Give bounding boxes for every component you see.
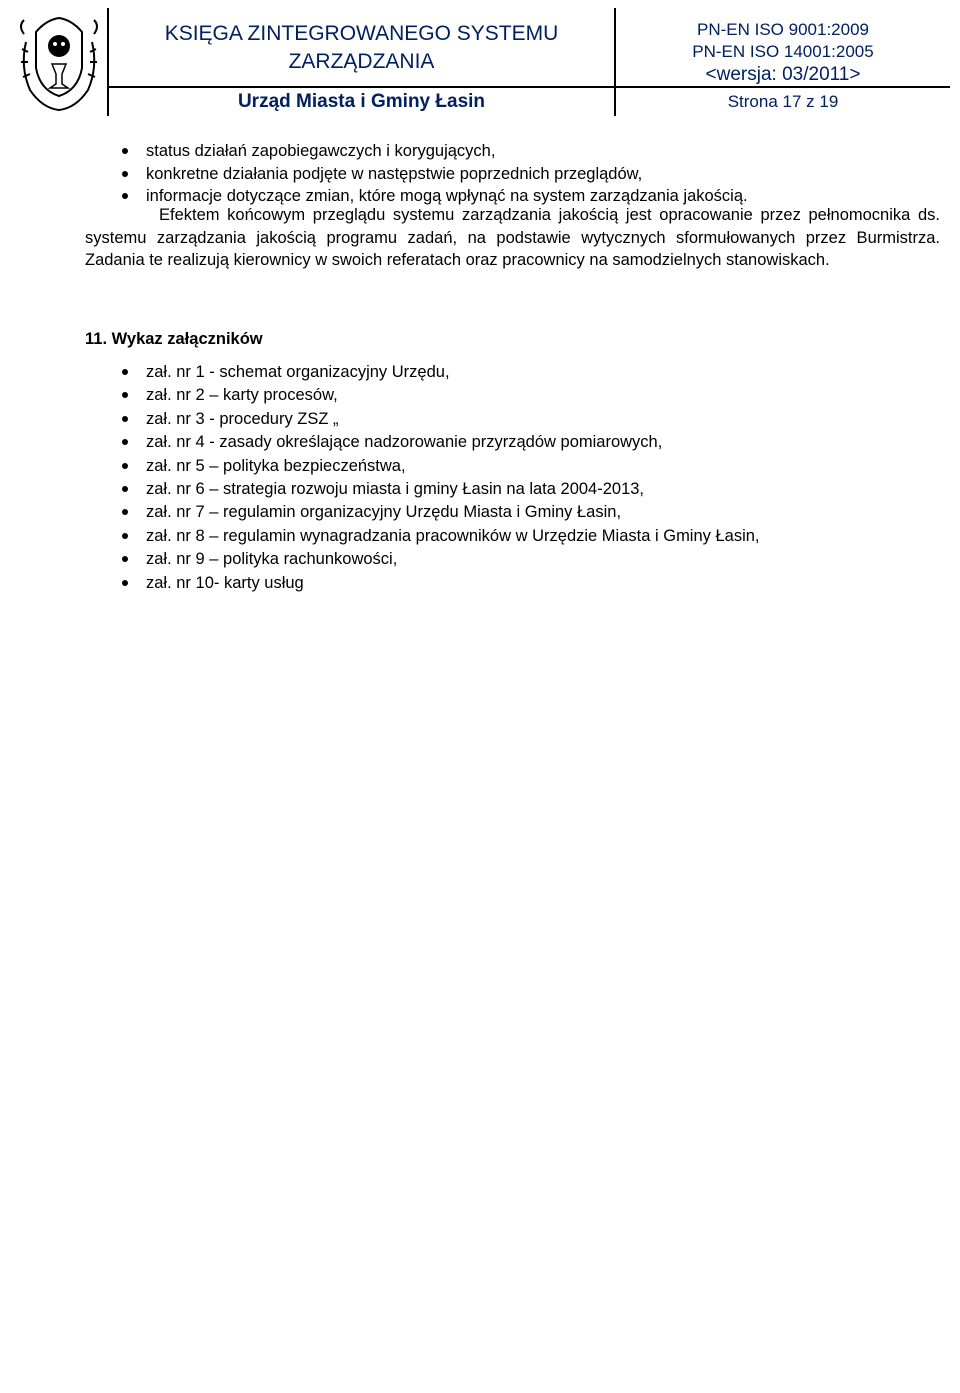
- title-line-1: KSIĘGA ZINTEGROWANEGO SYSTEMU: [164, 22, 559, 45]
- standard-iso-14001: PN-EN ISO 14001:2005: [692, 42, 874, 61]
- attachment-item: zał. nr 4 - zasady określające nadzorowanie przyrządów pomiarowych,: [120, 431, 760, 454]
- manual-title: [109, 8, 616, 88]
- list-item: konkretne działania podjęte w następstwie poprzednich przeglądów,: [120, 163, 748, 186]
- attachment-item: zał. nr 7 – regulamin organizacyjny Urzędu Miasta i Gminy Łasin,: [120, 501, 760, 524]
- list-item: status działań zapobiegawczych i korygujących,: [120, 140, 748, 163]
- attachment-item: zał. nr 5 – polityka bezpieczeństwa,: [120, 455, 760, 478]
- office-name: Urząd Miasta i Gminy Łasin: [109, 88, 616, 116]
- attachment-item: zał. nr 1 - schemat organizacyjny Urzędu,: [120, 361, 760, 384]
- attachment-item: zał. nr 6 – strategia rozwoju miasta i gminy Łasin na lata 2004-2013,: [120, 478, 760, 501]
- title-line-2: ZARZĄDZANIA: [288, 50, 435, 73]
- attachment-item: zał. nr 9 – polityka rachunkowości,: [120, 548, 760, 571]
- attachment-item: zał. nr 8 – regulamin wynagradzania pracowników w Urzędzie Miasta i Gminy Łasin,: [120, 525, 760, 548]
- page-number: Strona 17 z 19: [727, 92, 839, 111]
- list-item: informacje dotyczące zmian, które mogą wpłynąć na system zarządzania jakością.: [120, 185, 748, 208]
- review-inputs-list: [120, 140, 748, 208]
- attachments-list: [120, 361, 760, 595]
- attachment-item: zał. nr 10- karty usług: [120, 572, 760, 595]
- page-header: [10, 8, 950, 116]
- attachment-item: zał. nr 3 - procedury ZSZ „: [120, 408, 760, 431]
- coat-of-arms-logo: [12, 8, 109, 116]
- standard-iso-9001: PN-EN ISO 9001:2009: [697, 20, 869, 39]
- standards-block: [616, 8, 950, 88]
- version-label: <wersja: 03/2011>: [705, 64, 861, 85]
- attachments-heading: 11. Wykaz załączników: [85, 330, 263, 348]
- review-outcome-paragraph: Efektem końcowym przeglądu systemu zarządzania jakością jest opracowanie przez pełnomocnika ds. systemu zarządzania jakością programu zadań, na podstawie wytycznych sformułowanych przez Burmistrza. Zadania te realizują kierownicy w swoich referatach oraz pracownicy na samodzielnych stanowiskach.: [85, 206, 940, 269]
- attachment-item: zał. nr 2 – karty procesów,: [120, 384, 760, 407]
